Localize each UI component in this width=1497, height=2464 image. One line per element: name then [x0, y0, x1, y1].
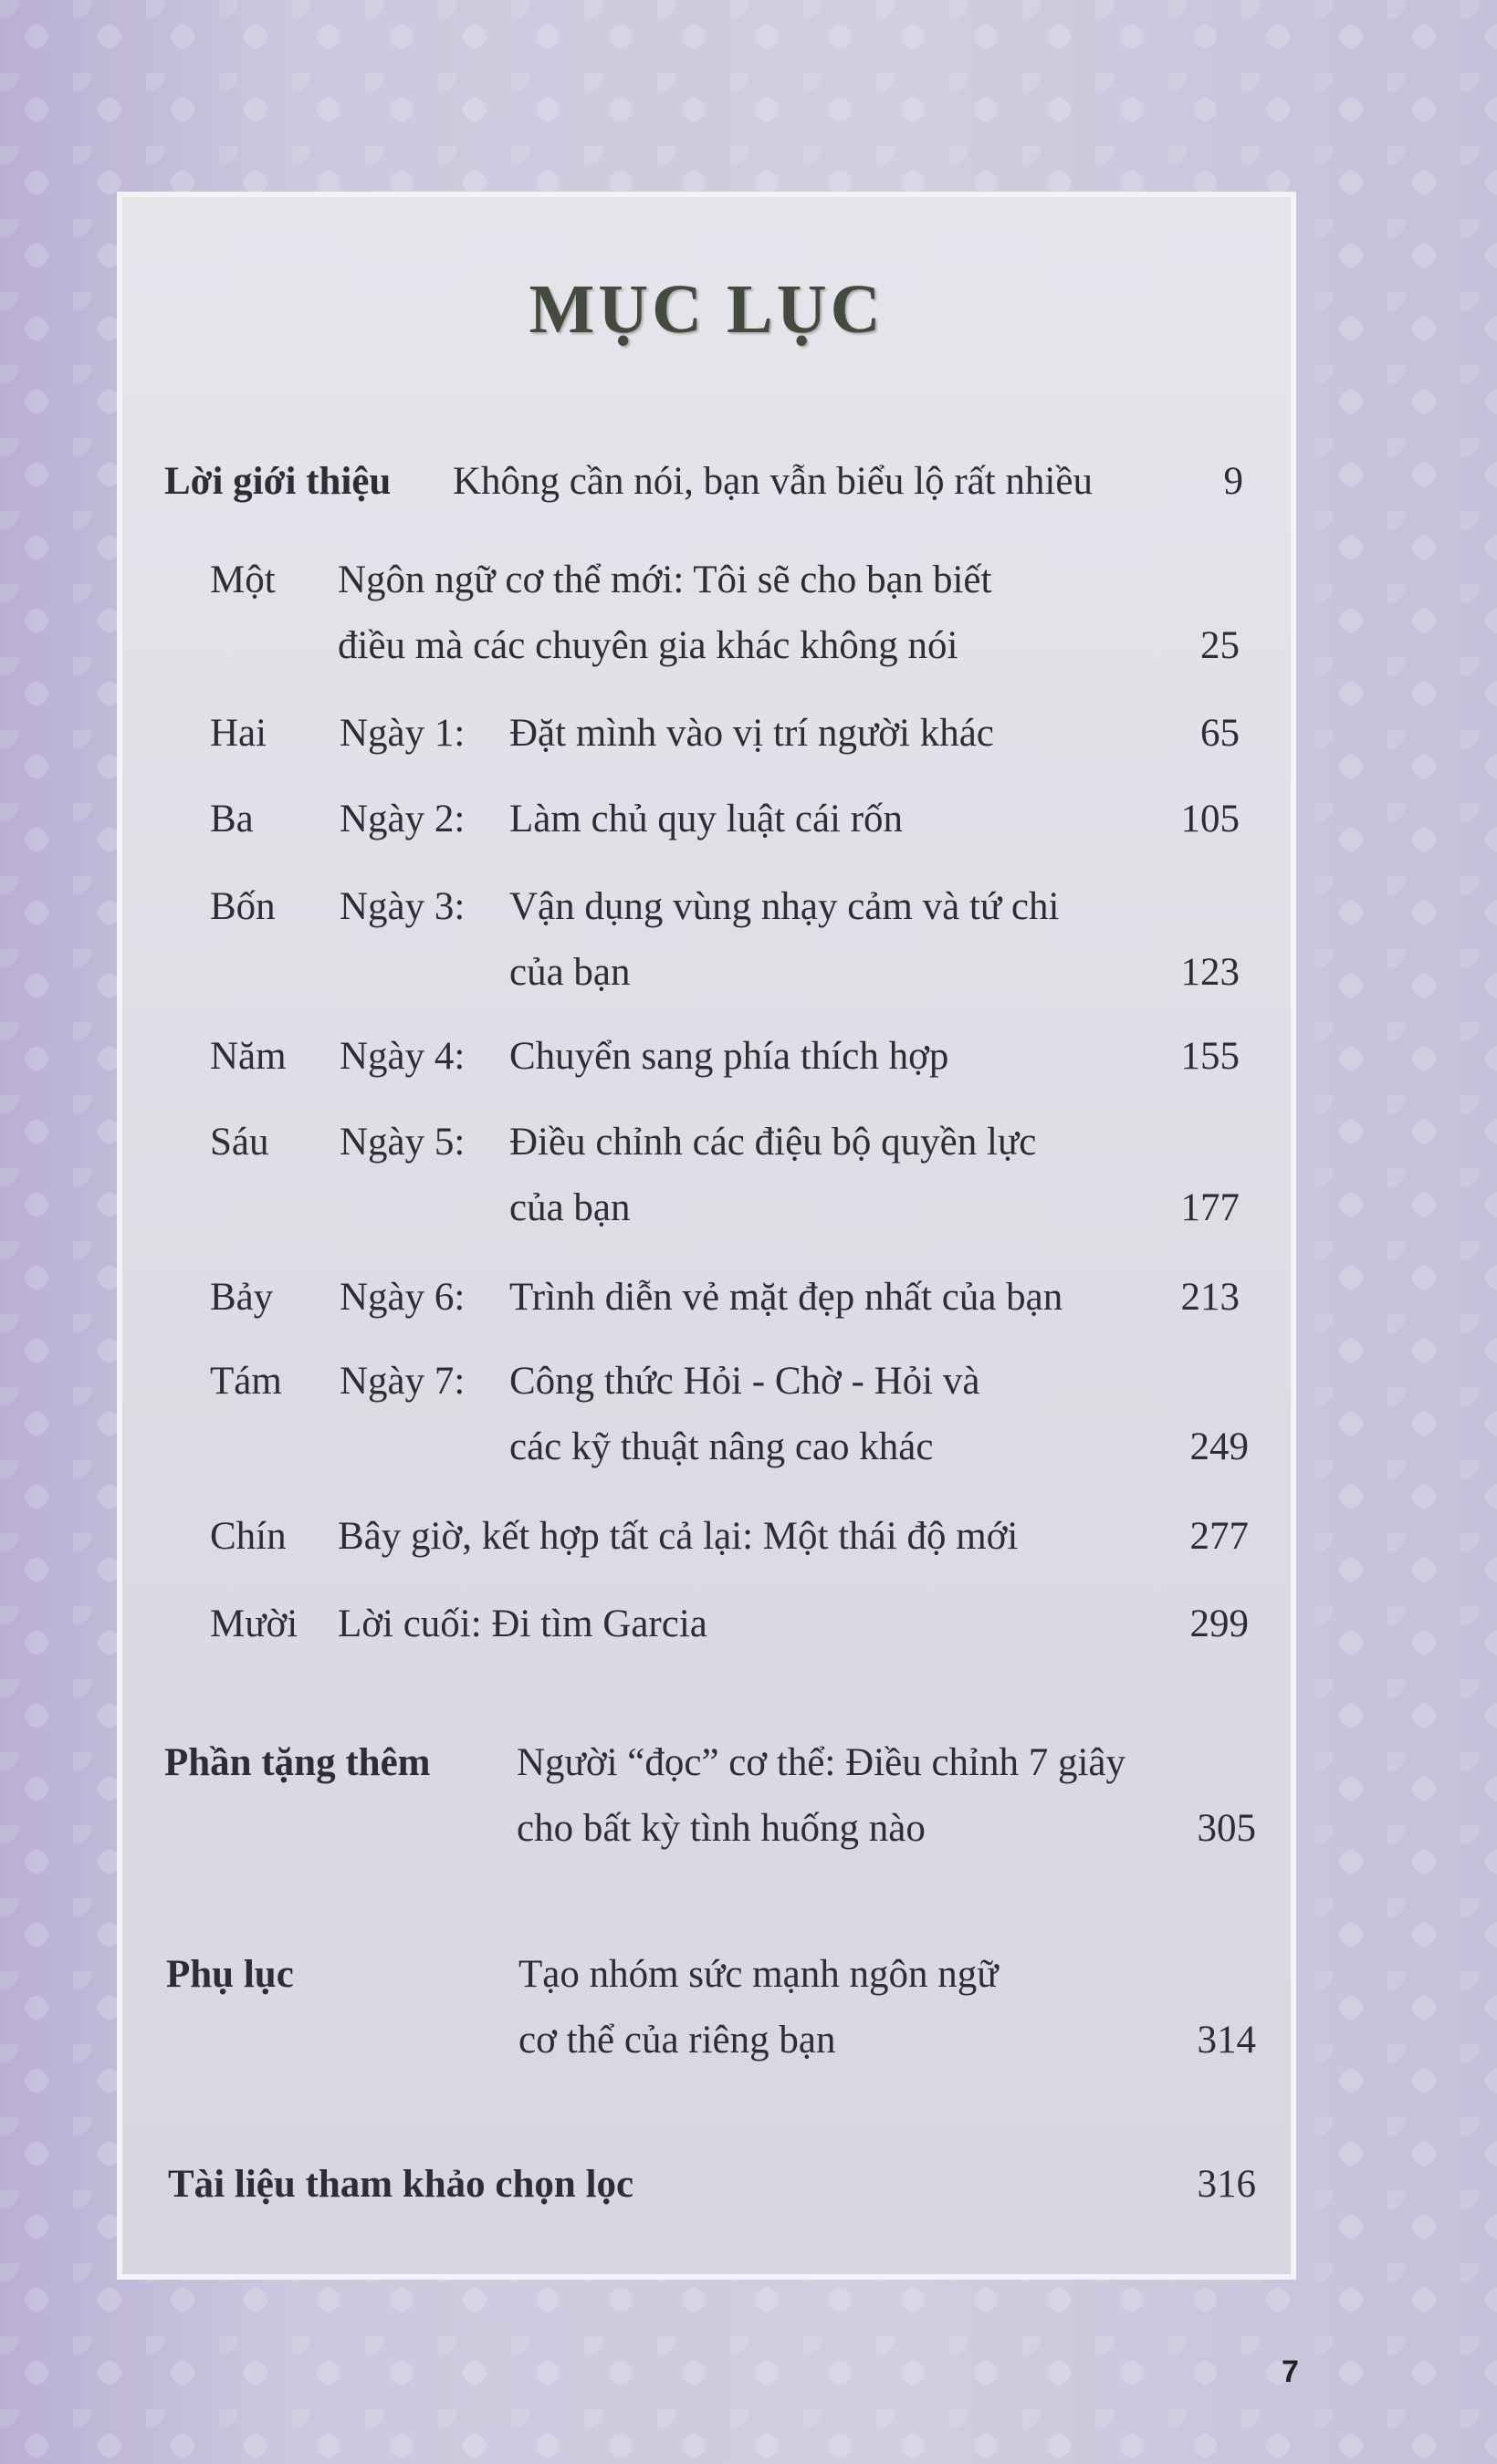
chapter-num: Mười [210, 1603, 298, 1645]
bonus-page: 305 [1197, 1807, 1256, 1850]
chapter-day: Ngày 3: [340, 885, 466, 928]
bonus-line: cho bất kỳ tình huống nào [517, 1807, 926, 1850]
chapter-title-line: Đặt mình vào vị trí người khác [509, 712, 994, 755]
chapter-title-line: của bạn [509, 1186, 631, 1229]
chapter-page: 123 [1180, 951, 1240, 994]
chapter-num: Bốn [210, 885, 276, 928]
chapter-num: Ba [210, 798, 254, 840]
references-label: Tài liệu tham khảo chọn lọc [168, 2163, 634, 2206]
appendix-line: Tạo nhóm sức mạnh ngôn ngữ [518, 1953, 999, 1996]
chapter-num: Một [210, 559, 276, 601]
chapter-title-line: các kỹ thuật nâng cao khác [509, 1425, 934, 1468]
chapter-title-line: Bây giờ, kết hợp tất cả lại: Một thái độ mới [338, 1515, 1019, 1558]
intro-text: Không cần nói, bạn vẫn biểu lộ rất nhiều [453, 460, 1093, 503]
chapter-day: Ngày 1: [340, 712, 466, 755]
bonus-label: Phần tặng thêm [164, 1741, 431, 1784]
chapter-title-line: Ngôn ngữ cơ thể mới: Tôi sẽ cho bạn biết [338, 559, 992, 601]
chapter-title-line: Chuyển sang phía thích hợp [509, 1035, 949, 1078]
chapter-title-line: điều mà các chuyên gia khác không nói [338, 624, 958, 667]
chapter-page: 299 [1189, 1603, 1249, 1645]
intro-label: Lời giới thiệu [164, 460, 392, 503]
bonus-line: Người “đọc” cơ thể: Điều chỉnh 7 giây [517, 1741, 1126, 1784]
chapter-num: Tám [210, 1360, 282, 1403]
chapter-page: 277 [1189, 1515, 1249, 1558]
intro-page: 9 [1223, 460, 1243, 503]
chapter-title-line: Lời cuối: Đi tìm Garcia [338, 1603, 707, 1645]
chapter-title-line: Vận dụng vùng nhạy cảm và tứ chi [509, 885, 1060, 928]
appendix-line: cơ thể của riêng bạn [518, 2019, 836, 2062]
chapter-title-line: của bạn [509, 951, 631, 994]
chapter-page: 155 [1180, 1035, 1240, 1078]
chapter-num: Hai [210, 712, 267, 755]
chapter-num: Chín [210, 1515, 287, 1558]
chapter-title-line: Công thức Hỏi - Chờ - Hỏi và [509, 1360, 980, 1403]
chapter-page: 105 [1180, 798, 1240, 840]
references-page: 316 [1197, 2163, 1256, 2206]
chapter-page: 177 [1180, 1186, 1240, 1229]
chapter-day: Ngày 4: [340, 1035, 466, 1078]
chapter-num: Năm [210, 1035, 287, 1078]
page-title: MỤC LỤC [529, 271, 885, 348]
chapter-title-line: Điều chỉnh các điệu bộ quyền lực [509, 1121, 1037, 1164]
chapter-page: 65 [1200, 712, 1240, 755]
chapter-num: Bảy [210, 1276, 274, 1319]
appendix-label: Phụ lục [166, 1953, 294, 1996]
chapter-page: 25 [1200, 624, 1240, 667]
chapter-day: Ngày 5: [340, 1121, 466, 1164]
chapter-title-line: Trình diễn vẻ mặt đẹp nhất của bạn [509, 1276, 1063, 1319]
chapter-day: Ngày 2: [340, 798, 466, 840]
page-number: 7 [1282, 2354, 1299, 2389]
chapter-page: 213 [1180, 1276, 1240, 1319]
chapter-day: Ngày 6: [340, 1276, 466, 1319]
chapter-page: 249 [1189, 1425, 1249, 1468]
appendix-page: 314 [1197, 2019, 1256, 2062]
chapter-title-line: Làm chủ quy luật cái rốn [509, 798, 904, 840]
chapter-num: Sáu [210, 1121, 269, 1164]
chapter-day: Ngày 7: [340, 1360, 466, 1403]
